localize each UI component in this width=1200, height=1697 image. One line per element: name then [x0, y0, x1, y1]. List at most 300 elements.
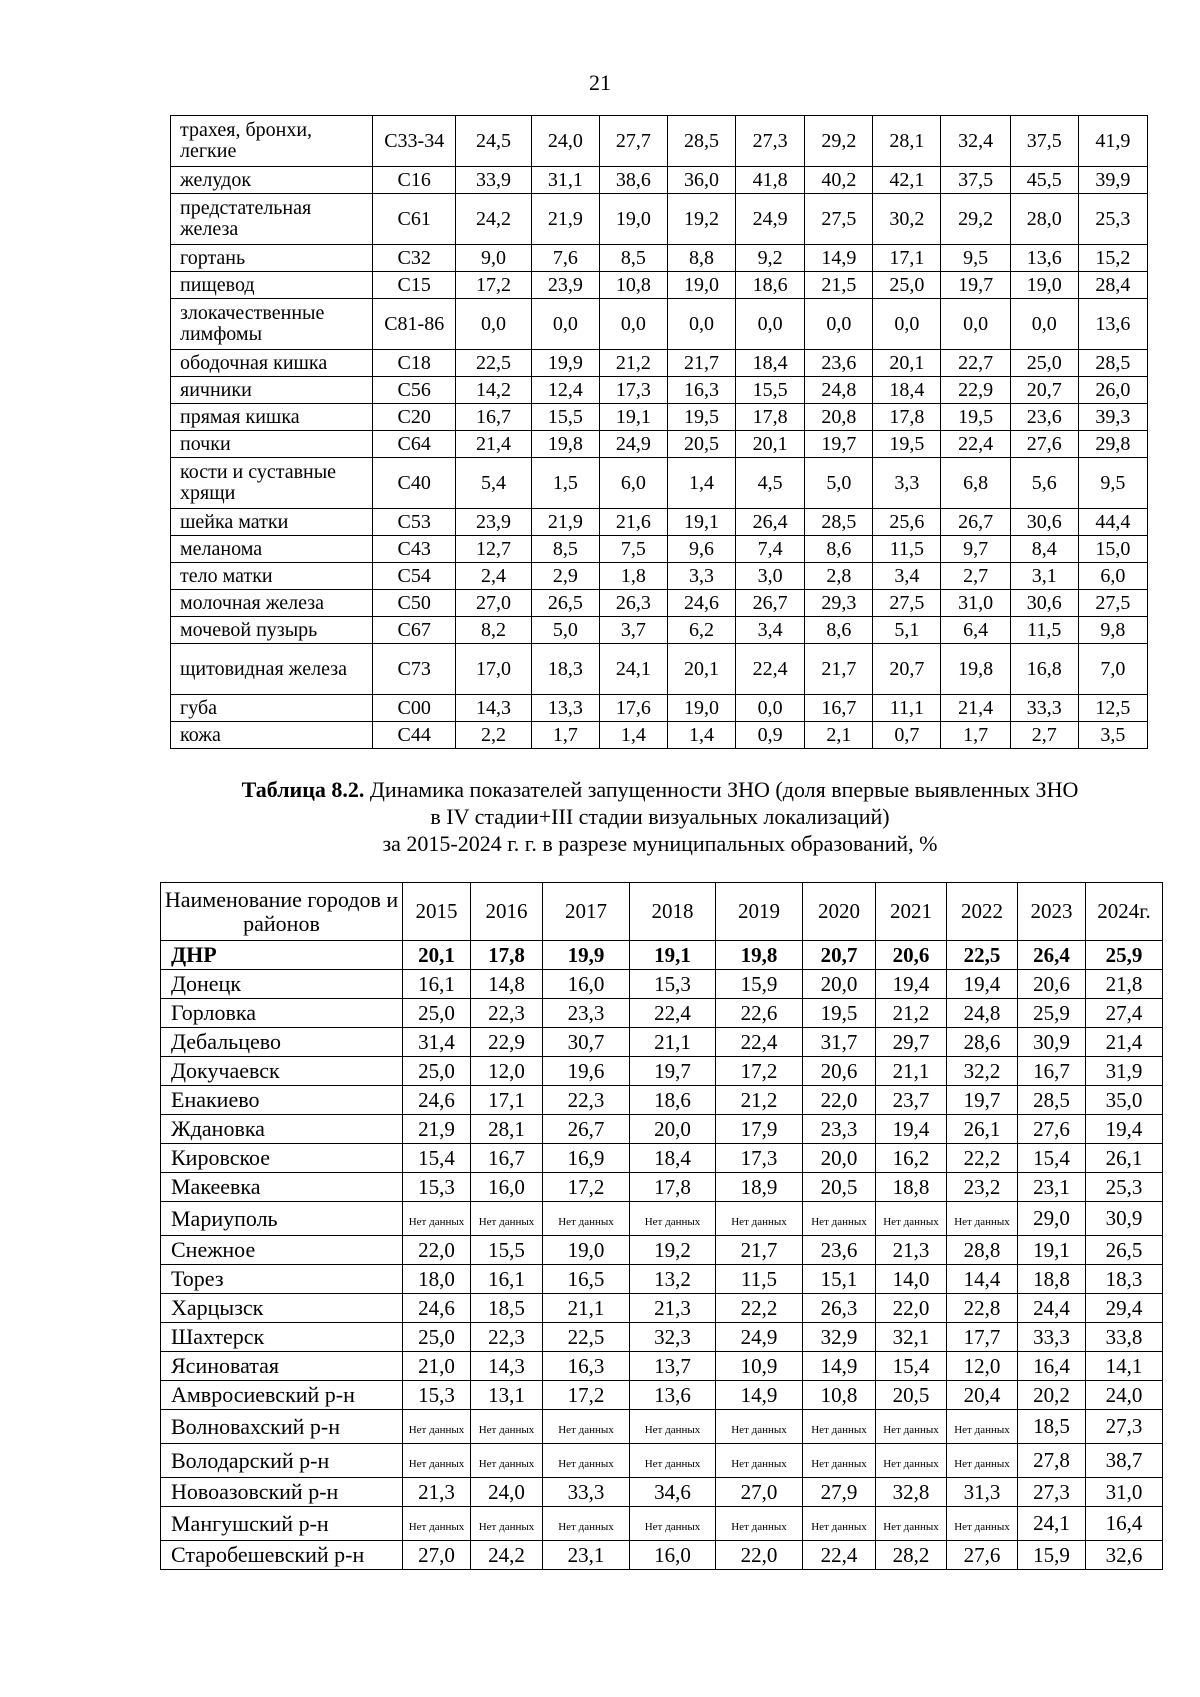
value-cell: 19,1 — [599, 404, 667, 431]
value-cell: 21,3 — [403, 1478, 471, 1507]
value-cell: 27,3 — [1018, 1478, 1086, 1507]
value-cell: 0,0 — [805, 299, 873, 350]
no-data-cell — [471, 1444, 543, 1478]
no-data-label: Нет данных — [731, 1458, 787, 1471]
value-cell: 22,6 — [716, 999, 803, 1028]
table-row — [161, 1173, 1163, 1202]
value-cell: 22,4 — [630, 999, 716, 1028]
value-cell: 25,9 — [1018, 999, 1086, 1028]
site-name: тело матки — [171, 563, 373, 590]
value-cell: 17,2 — [543, 1173, 630, 1202]
value-cell: 8,6 — [805, 617, 873, 644]
value-cell: 25,0 — [403, 999, 471, 1028]
value-cell: 13,3 — [531, 695, 599, 722]
value-cell: 26,5 — [1086, 1236, 1163, 1265]
value-cell: 20,7 — [1010, 377, 1078, 404]
value-cell: 19,5 — [803, 999, 876, 1028]
value-cell: 20,1 — [873, 350, 941, 377]
value-cell: 19,4 — [1086, 1115, 1163, 1144]
header-year: 2018 — [630, 883, 716, 941]
no-data-label: Нет данных — [731, 1216, 787, 1229]
municipality-name: Мангушский р-н — [161, 1507, 403, 1541]
municipality-name: Амвросиевский р-н — [161, 1381, 403, 1410]
no-data-label: Нет данных — [408, 1424, 465, 1437]
value-cell: 5,1 — [873, 617, 941, 644]
value-cell: 16,0 — [630, 1541, 716, 1570]
table-row — [171, 695, 1148, 722]
value-cell: 21,1 — [543, 1294, 630, 1323]
value-cell: 25,6 — [873, 509, 941, 536]
value-cell: 15,5 — [736, 377, 805, 404]
value-cell: 21,8 — [1086, 970, 1163, 999]
icd-code: С20 — [373, 404, 456, 431]
value-cell: 24,9 — [599, 431, 667, 458]
value-cell: 20,5 — [667, 431, 735, 458]
value-cell: 22,4 — [941, 431, 1010, 458]
value-cell: 21,7 — [667, 350, 735, 377]
icd-code: С40 — [373, 458, 456, 509]
value-cell: 14,9 — [803, 1352, 876, 1381]
value-cell: 18,3 — [531, 644, 599, 695]
value-cell: 14,9 — [716, 1381, 803, 1410]
site-name: гортань — [171, 245, 373, 272]
value-cell: 19,6 — [543, 1057, 630, 1086]
no-data-cell — [716, 1444, 803, 1478]
no-data-cell — [876, 1410, 947, 1444]
no-data-label: Нет данных — [478, 1458, 535, 1471]
value-cell: 26,1 — [1086, 1144, 1163, 1173]
value-cell: 31,1 — [531, 167, 599, 194]
value-cell: 22,5 — [947, 941, 1018, 970]
value-cell: 16,0 — [471, 1173, 543, 1202]
value-cell: 22,2 — [947, 1144, 1018, 1173]
value-cell: 20,8 — [805, 404, 873, 431]
value-cell: 17,2 — [543, 1381, 630, 1410]
municipality-name: Докучаевск — [161, 1057, 403, 1086]
value-cell: 8,5 — [599, 245, 667, 272]
value-cell: 25,0 — [403, 1323, 471, 1352]
no-data-label: Нет данных — [811, 1216, 867, 1229]
value-cell: 25,3 — [1078, 194, 1147, 245]
icd-code: С53 — [373, 509, 456, 536]
value-cell: 27,6 — [1018, 1115, 1086, 1144]
header-year: 2021 — [876, 883, 947, 941]
table-row — [171, 722, 1148, 749]
value-cell: 21,2 — [876, 999, 947, 1028]
table-row — [171, 272, 1148, 299]
table-row — [161, 999, 1163, 1028]
icd-code: С64 — [373, 431, 456, 458]
municipality-name: Кировское — [161, 1144, 403, 1173]
site-name: трахея, бронхи, легкие — [171, 116, 373, 167]
value-cell: 15,9 — [1018, 1541, 1086, 1570]
municipality-name: Ждановка — [161, 1115, 403, 1144]
value-cell: 19,5 — [667, 404, 735, 431]
site-name: злокачественные лимфомы — [171, 299, 373, 350]
value-cell: 3,0 — [736, 563, 805, 590]
value-cell: 24,6 — [667, 590, 735, 617]
no-data-cell — [403, 1410, 471, 1444]
value-cell: 24,4 — [1018, 1294, 1086, 1323]
value-cell: 16,7 — [805, 695, 873, 722]
value-cell: 12,5 — [1078, 695, 1147, 722]
no-data-label: Нет данных — [811, 1521, 867, 1534]
icd-code: С54 — [373, 563, 456, 590]
value-cell: 26,4 — [1018, 941, 1086, 970]
value-cell: 6,8 — [941, 458, 1010, 509]
value-cell: 20,7 — [803, 941, 876, 970]
value-cell: 32,9 — [803, 1323, 876, 1352]
no-data-cell — [947, 1444, 1018, 1478]
municipality-name: ДНР — [161, 941, 403, 970]
table-row — [161, 1144, 1163, 1173]
value-cell: 19,8 — [531, 431, 599, 458]
municipality-name: Харцызск — [161, 1294, 403, 1323]
value-cell: 9,0 — [456, 245, 532, 272]
value-cell: 17,9 — [716, 1115, 803, 1144]
municipality-name: Новоазовский р-н — [161, 1478, 403, 1507]
value-cell: 30,9 — [1086, 1202, 1163, 1236]
value-cell: 10,9 — [716, 1352, 803, 1381]
value-cell: 24,0 — [531, 116, 599, 167]
value-cell: 8,4 — [1010, 536, 1078, 563]
value-cell: 14,3 — [456, 695, 532, 722]
page-number: 21 — [589, 70, 611, 95]
value-cell: 28,2 — [876, 1541, 947, 1570]
table-row — [161, 1478, 1163, 1507]
municipality-name: Мариуполь — [161, 1202, 403, 1236]
value-cell: 21,3 — [630, 1294, 716, 1323]
no-data-cell — [716, 1507, 803, 1541]
value-cell: 21,5 — [805, 272, 873, 299]
site-name: кости и суставные хрящи — [171, 458, 373, 509]
site-name: щитовидная железа — [171, 644, 373, 695]
value-cell: 7,4 — [736, 536, 805, 563]
value-cell: 15,5 — [471, 1236, 543, 1265]
no-data-cell — [947, 1507, 1018, 1541]
value-cell: 21,2 — [716, 1086, 803, 1115]
value-cell: 21,9 — [403, 1115, 471, 1144]
value-cell: 1,7 — [941, 722, 1010, 749]
table-row — [161, 1507, 1163, 1541]
value-cell: 1,8 — [599, 563, 667, 590]
value-cell: 1,4 — [667, 458, 735, 509]
table-row — [161, 1086, 1163, 1115]
value-cell: 19,2 — [667, 194, 735, 245]
site-name: мочевой пузырь — [171, 617, 373, 644]
value-cell: 19,4 — [876, 1115, 947, 1144]
value-cell: 22,0 — [716, 1541, 803, 1570]
icd-code: С67 — [373, 617, 456, 644]
value-cell: 30,2 — [873, 194, 941, 245]
value-cell: 2,2 — [456, 722, 532, 749]
value-cell: 30,9 — [1018, 1028, 1086, 1057]
value-cell: 18,8 — [876, 1173, 947, 1202]
header-year: 2019 — [716, 883, 803, 941]
value-cell: 10,8 — [803, 1381, 876, 1410]
no-data-cell — [543, 1507, 630, 1541]
value-cell: 32,1 — [876, 1323, 947, 1352]
value-cell: 20,6 — [803, 1057, 876, 1086]
table-row — [171, 563, 1148, 590]
value-cell: 30,7 — [543, 1028, 630, 1057]
header-year: 2015 — [403, 883, 471, 941]
value-cell: 17,0 — [456, 644, 532, 695]
value-cell: 29,7 — [876, 1028, 947, 1057]
value-cell: 26,7 — [543, 1115, 630, 1144]
no-data-label: Нет данных — [644, 1458, 701, 1471]
value-cell: 24,8 — [805, 377, 873, 404]
value-cell: 0,0 — [531, 299, 599, 350]
value-cell: 24,0 — [1086, 1381, 1163, 1410]
value-cell: 20,5 — [876, 1381, 947, 1410]
value-cell: 19,4 — [947, 970, 1018, 999]
value-cell: 12,7 — [456, 536, 532, 563]
header-year: 2020 — [803, 883, 876, 941]
value-cell: 28,5 — [667, 116, 735, 167]
header-year: 2023 — [1018, 883, 1086, 941]
value-cell: 10,8 — [599, 272, 667, 299]
value-cell: 19,7 — [630, 1057, 716, 1086]
value-cell: 21,4 — [1086, 1028, 1163, 1057]
value-cell: 14,4 — [947, 1265, 1018, 1294]
value-cell: 15,9 — [716, 970, 803, 999]
value-cell: 16,1 — [403, 970, 471, 999]
value-cell: 22,7 — [941, 350, 1010, 377]
value-cell: 0,0 — [941, 299, 1010, 350]
no-data-cell — [471, 1410, 543, 1444]
value-cell: 14,8 — [471, 970, 543, 999]
value-cell: 15,3 — [403, 1173, 471, 1202]
table-row — [161, 1352, 1163, 1381]
value-cell: 9,6 — [667, 536, 735, 563]
value-cell: 0,0 — [736, 299, 805, 350]
value-cell: 16,3 — [543, 1352, 630, 1381]
value-cell: 44,4 — [1078, 509, 1147, 536]
value-cell: 16,8 — [1010, 644, 1078, 695]
value-cell: 1,4 — [599, 722, 667, 749]
value-cell: 0,0 — [667, 299, 735, 350]
value-cell: 19,8 — [716, 941, 803, 970]
value-cell: 13,7 — [630, 1352, 716, 1381]
icd-code: С73 — [373, 644, 456, 695]
value-cell: 38,6 — [599, 167, 667, 194]
value-cell: 16,2 — [876, 1144, 947, 1173]
table-row — [161, 1323, 1163, 1352]
table-row — [161, 941, 1163, 970]
value-cell: 21,7 — [716, 1236, 803, 1265]
table-row — [161, 970, 1163, 999]
no-data-cell — [471, 1507, 543, 1541]
no-data-label: Нет данных — [644, 1216, 701, 1229]
value-cell: 24,1 — [599, 644, 667, 695]
value-cell: 15,4 — [403, 1144, 471, 1173]
no-data-label: Нет данных — [883, 1216, 939, 1229]
table-row — [171, 404, 1148, 431]
value-cell: 24,2 — [471, 1541, 543, 1570]
table-row — [171, 509, 1148, 536]
value-cell: 13,6 — [1010, 245, 1078, 272]
table-row — [161, 1381, 1163, 1410]
no-data-label: Нет данных — [558, 1521, 614, 1534]
value-cell: 27,5 — [873, 590, 941, 617]
table-row — [171, 617, 1148, 644]
table-row — [161, 1265, 1163, 1294]
value-cell: 32,6 — [1086, 1541, 1163, 1570]
value-cell: 14,1 — [1086, 1352, 1163, 1381]
value-cell: 18,9 — [716, 1173, 803, 1202]
value-cell: 0,0 — [736, 695, 805, 722]
value-cell: 31,7 — [803, 1028, 876, 1057]
icd-code: С44 — [373, 722, 456, 749]
value-cell: 2,9 — [531, 563, 599, 590]
value-cell: 14,3 — [471, 1352, 543, 1381]
value-cell: 14,2 — [456, 377, 532, 404]
value-cell: 26,7 — [736, 590, 805, 617]
header-year: 2016 — [471, 883, 543, 941]
caption-line1: Динамика показателей запущенности ЗНО (доля впервые выявленных ЗНО — [369, 777, 1079, 802]
value-cell: 15,1 — [803, 1265, 876, 1294]
value-cell: 8,6 — [805, 536, 873, 563]
no-data-cell — [876, 1507, 947, 1541]
value-cell: 24,2 — [456, 194, 532, 245]
no-data-cell — [803, 1202, 876, 1236]
value-cell: 24,1 — [1018, 1507, 1086, 1541]
value-cell: 23,6 — [1010, 404, 1078, 431]
site-name: меланома — [171, 536, 373, 563]
value-cell: 17,1 — [471, 1086, 543, 1115]
value-cell: 23,3 — [543, 999, 630, 1028]
value-cell: 22,4 — [736, 644, 805, 695]
value-cell: 7,6 — [531, 245, 599, 272]
site-name: яичники — [171, 377, 373, 404]
value-cell: 12,4 — [531, 377, 599, 404]
value-cell: 11,5 — [873, 536, 941, 563]
value-cell: 21,4 — [941, 695, 1010, 722]
table-row — [161, 1294, 1163, 1323]
value-cell: 16,7 — [471, 1144, 543, 1173]
table-row — [171, 431, 1148, 458]
value-cell: 29,2 — [805, 116, 873, 167]
value-cell: 15,5 — [531, 404, 599, 431]
no-data-cell — [403, 1444, 471, 1478]
value-cell: 26,0 — [1078, 377, 1147, 404]
value-cell: 16,9 — [543, 1144, 630, 1173]
value-cell: 18,8 — [1018, 1265, 1086, 1294]
value-cell: 28,0 — [1010, 194, 1078, 245]
value-cell: 2,1 — [805, 722, 873, 749]
no-data-cell — [803, 1507, 876, 1541]
no-data-label: Нет данных — [954, 1424, 1010, 1437]
value-cell: 31,0 — [941, 590, 1010, 617]
no-data-cell — [630, 1507, 716, 1541]
value-cell: 21,2 — [599, 350, 667, 377]
header-year: 2022 — [947, 883, 1018, 941]
value-cell: 45,5 — [1010, 167, 1078, 194]
table-row — [171, 350, 1148, 377]
value-cell: 23,6 — [803, 1236, 876, 1265]
no-data-label: Нет данных — [644, 1424, 701, 1437]
value-cell: 19,0 — [543, 1236, 630, 1265]
value-cell: 9,2 — [736, 245, 805, 272]
value-cell: 29,4 — [1086, 1294, 1163, 1323]
value-cell: 17,3 — [716, 1144, 803, 1173]
no-data-label: Нет данных — [883, 1458, 939, 1471]
no-data-cell — [543, 1202, 630, 1236]
value-cell: 20,0 — [803, 970, 876, 999]
value-cell: 32,2 — [947, 1057, 1018, 1086]
no-data-label: Нет данных — [408, 1458, 465, 1471]
value-cell: 3,1 — [1010, 563, 1078, 590]
value-cell: 6,0 — [599, 458, 667, 509]
municipality-name: Донецк — [161, 970, 403, 999]
value-cell: 9,8 — [1078, 617, 1147, 644]
value-cell: 24,0 — [471, 1478, 543, 1507]
value-cell: 27,4 — [1086, 999, 1163, 1028]
no-data-cell — [543, 1410, 630, 1444]
value-cell: 19,7 — [941, 272, 1010, 299]
site-name: прямая кишка — [171, 404, 373, 431]
table-row — [161, 1028, 1163, 1057]
value-cell: 2,4 — [456, 563, 532, 590]
value-cell: 36,0 — [667, 167, 735, 194]
no-data-label: Нет данных — [811, 1424, 867, 1437]
table-row — [161, 1410, 1163, 1444]
value-cell: 7,0 — [1078, 644, 1147, 695]
no-data-cell — [876, 1444, 947, 1478]
value-cell: 12,0 — [471, 1057, 543, 1086]
value-cell: 24,8 — [947, 999, 1018, 1028]
value-cell: 33,8 — [1086, 1323, 1163, 1352]
no-data-label: Нет данных — [644, 1521, 701, 1534]
value-cell: 18,5 — [1018, 1410, 1086, 1444]
table-row — [161, 1444, 1163, 1478]
value-cell: 39,9 — [1078, 167, 1147, 194]
value-cell: 20,7 — [873, 644, 941, 695]
value-cell: 33,3 — [1010, 695, 1078, 722]
value-cell: 13,2 — [630, 1265, 716, 1294]
value-cell: 21,4 — [456, 431, 532, 458]
value-cell: 22,3 — [543, 1086, 630, 1115]
value-cell: 17,8 — [630, 1173, 716, 1202]
value-cell: 22,0 — [403, 1236, 471, 1265]
value-cell: 27,9 — [803, 1478, 876, 1507]
value-cell: 18,6 — [736, 272, 805, 299]
value-cell: 40,2 — [805, 167, 873, 194]
value-cell: 11,5 — [716, 1265, 803, 1294]
value-cell: 18,4 — [630, 1144, 716, 1173]
icd-code: С81-86 — [373, 299, 456, 350]
value-cell: 22,9 — [471, 1028, 543, 1057]
value-cell: 22,3 — [471, 1323, 543, 1352]
value-cell: 23,1 — [1018, 1173, 1086, 1202]
value-cell: 30,6 — [1010, 590, 1078, 617]
value-cell: 19,5 — [873, 431, 941, 458]
value-cell: 14,0 — [876, 1265, 947, 1294]
value-cell: 16,7 — [1018, 1057, 1086, 1086]
site-name: шейка матки — [171, 509, 373, 536]
value-cell: 22,2 — [716, 1294, 803, 1323]
value-cell: 26,5 — [531, 590, 599, 617]
value-cell: 3,3 — [667, 563, 735, 590]
no-data-cell — [630, 1202, 716, 1236]
value-cell: 15,3 — [630, 970, 716, 999]
value-cell: 25,9 — [1086, 941, 1163, 970]
value-cell: 20,2 — [1018, 1381, 1086, 1410]
value-cell: 4,5 — [736, 458, 805, 509]
site-name: желудок — [171, 167, 373, 194]
value-cell: 29,8 — [1078, 431, 1147, 458]
